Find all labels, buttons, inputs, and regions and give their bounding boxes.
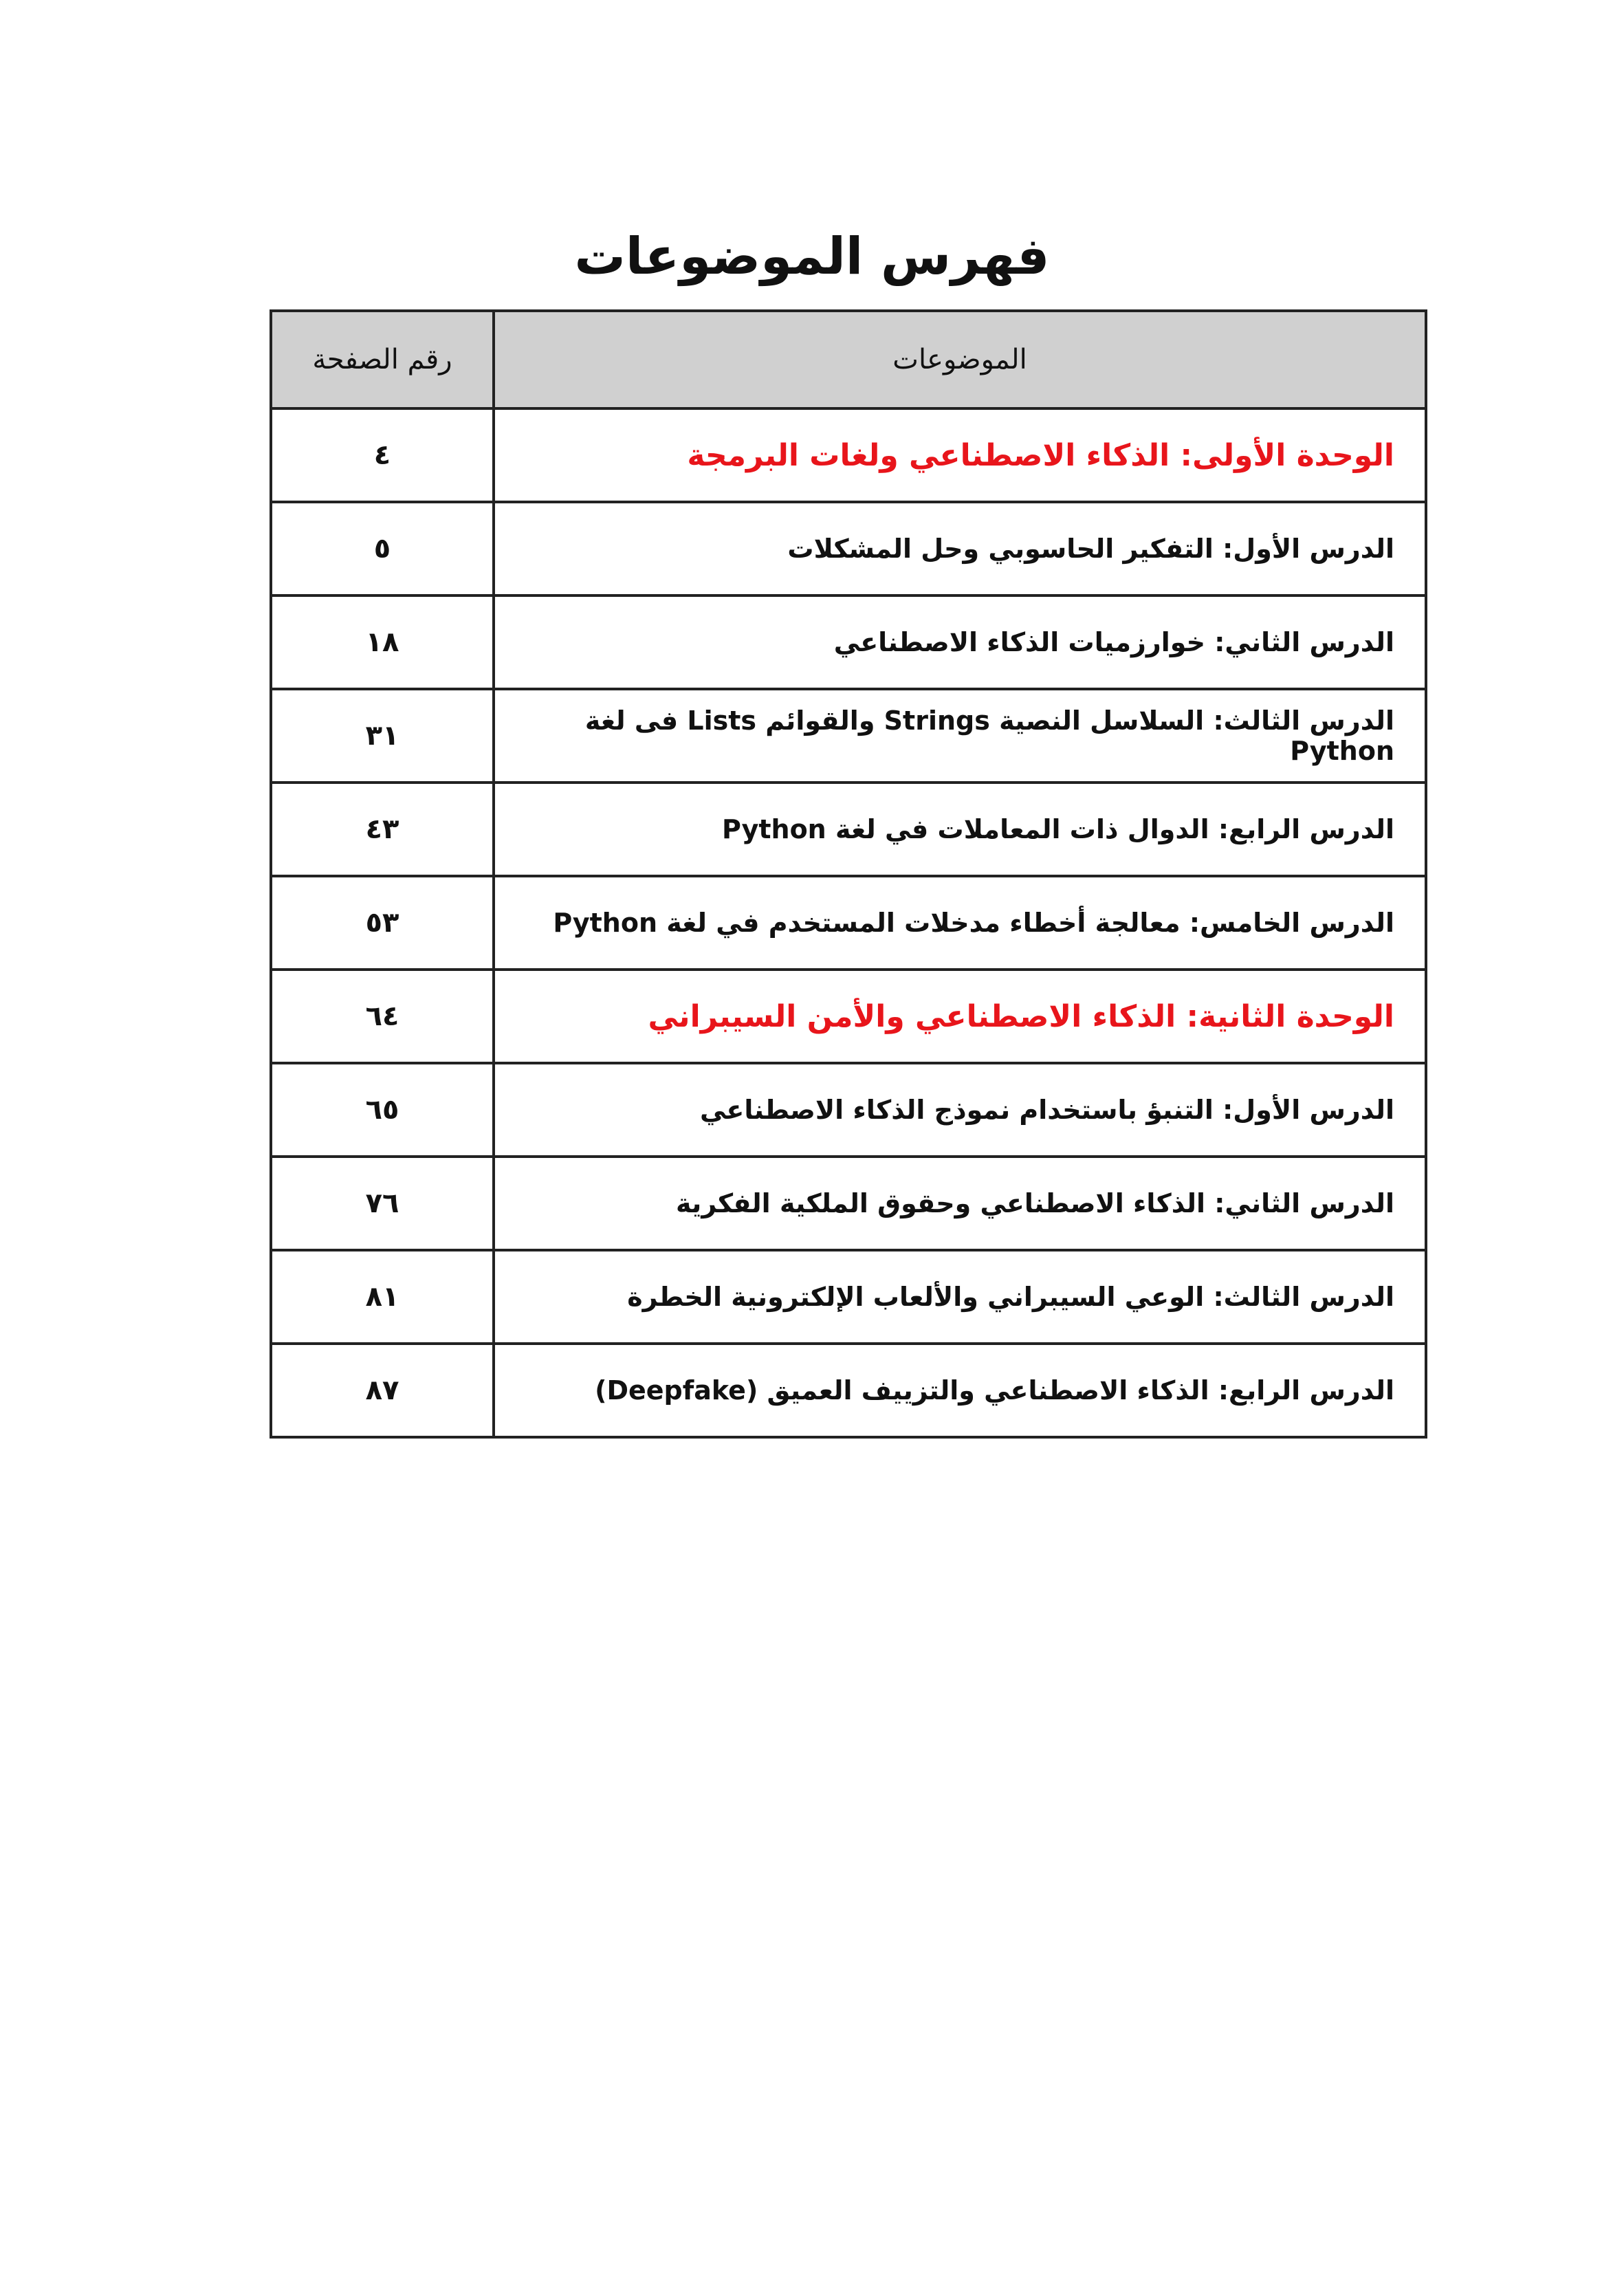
page-number-header: رقم الصفحة: [271, 311, 494, 408]
table-row: [271, 1250, 1426, 1344]
table-row: [271, 876, 1426, 970]
topic-cell: الدرس الرابع: الذكاء الاصطناعي والتزييف العميق (Deepfake): [494, 1344, 1426, 1437]
topics-header: الموضوعات: [494, 311, 1426, 408]
table-row: [271, 502, 1426, 595]
table-row: [271, 1157, 1426, 1250]
table-row-unit-2: [271, 970, 1426, 1063]
toc-table: [270, 309, 1427, 1439]
topic-cell: الدرس الأول: التفكير الحاسوبي وحل المشكلات: [494, 502, 1426, 595]
page-title: فهرس الموضوعات: [574, 227, 1050, 286]
page-cell: ٤: [271, 408, 494, 502]
table-header-row: [271, 311, 1426, 408]
topic-cell: الدرس الثالث: السلاسل النصية Strings والقوائم Lists فى لغة Python: [494, 689, 1426, 783]
page-cell: ٦٤: [271, 970, 494, 1063]
topic-cell: الدرس الأول: التنبؤ باستخدام نموذج الذكاء الاصطناعي: [494, 1063, 1426, 1157]
page-cell: ٨٧: [271, 1344, 494, 1437]
table-row: [271, 1063, 1426, 1157]
table-row: [271, 1344, 1426, 1437]
page-cell: ٤٣: [271, 783, 494, 876]
topic-cell: الوحدة الأولى: الذكاء الاصطناعي ولغات البرمجة: [494, 408, 1426, 502]
page-cell: ٨١: [271, 1250, 494, 1344]
topic-cell: الدرس الخامس: معالجة أخطاء مدخلات المستخدم في لغة Python: [494, 876, 1426, 970]
table-row-unit-1: [271, 408, 1426, 502]
topic-cell: الدرس الثالث: الوعي السيبراني والألعاب الإلكترونية الخطرة: [494, 1250, 1426, 1344]
table-row: [271, 689, 1426, 783]
table-row: [271, 783, 1426, 876]
table-row: [271, 595, 1426, 689]
page-cell: ١٨: [271, 595, 494, 689]
page-cell: ٧٦: [271, 1157, 494, 1250]
topic-cell: الوحدة الثانية: الذكاء الاصطناعي والأمن السيبراني: [494, 970, 1426, 1063]
topic-cell: الدرس الثاني: الذكاء الاصطناعي وحقوق الملكية الفكرية: [494, 1157, 1426, 1250]
page-cell: ٥: [271, 502, 494, 595]
topic-cell: الدرس الثاني: خوارزميات الذكاء الاصطناعي: [494, 595, 1426, 689]
page-cell: ٦٥: [271, 1063, 494, 1157]
topic-cell: الدرس الرابع: الدوال ذات المعاملات في لغة Python: [494, 783, 1426, 876]
page-cell: ٣١: [271, 689, 494, 783]
page-cell: ٥٣: [271, 876, 494, 970]
